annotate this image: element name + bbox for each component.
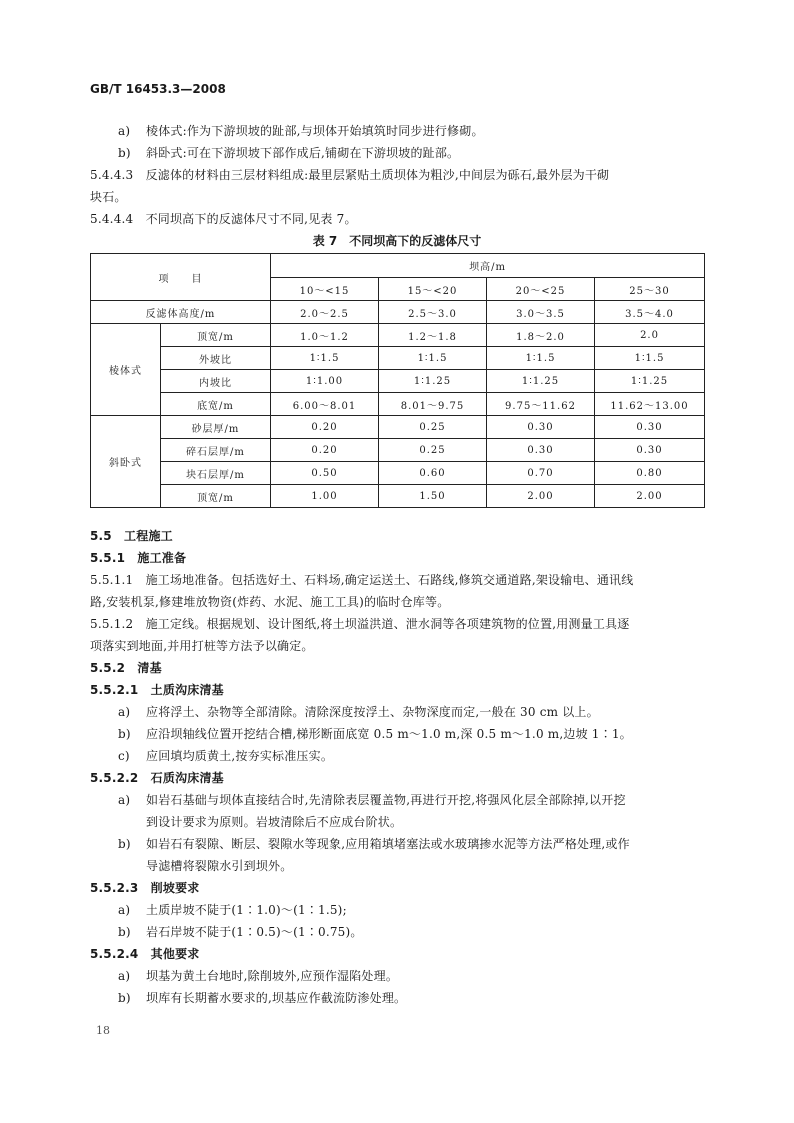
standard-code-header: GB/T 16453.3—2008	[90, 82, 226, 96]
list-item	[118, 725, 632, 742]
item-text: 岩石岸坡不陡于(1∶0.5)～(1∶0.75)。	[146, 925, 363, 939]
table-cell: 8.01～9.75	[379, 393, 487, 416]
section-heading-5-5-2-3: 5.5.2.3 削坡要求	[90, 881, 200, 895]
clause-5-4-4-3-line2: 块石。	[90, 190, 127, 204]
range-header: 20～<25	[487, 278, 595, 301]
table-cell: 3.5～4.0	[595, 301, 705, 324]
item-text: 斜卧式:可在下游坝坡下部作成后,铺砌在下游坝坡的趾部。	[146, 146, 460, 160]
item-label: a)	[118, 969, 131, 983]
table-cell: 2.5～3.0	[379, 301, 487, 324]
group-label: 棱体式	[91, 324, 161, 416]
table-cell: 6.00～8.01	[271, 393, 379, 416]
list-item	[118, 122, 484, 139]
item-label: b)	[118, 991, 131, 1005]
table-cell: 0.60	[379, 462, 487, 485]
list-item	[118, 923, 363, 940]
table-cell: 0.30	[595, 439, 705, 462]
row-label: 块石层厚/m	[161, 462, 271, 485]
row-label: 底宽/m	[161, 393, 271, 416]
table-cell: 2.0	[595, 324, 705, 347]
table-cell: 1∶1.5	[379, 347, 487, 370]
table-cell: 0.25	[379, 439, 487, 462]
table-row	[91, 347, 705, 370]
table-row	[91, 254, 705, 278]
table-cell: 3.0～3.5	[487, 301, 595, 324]
group-label: 斜卧式	[91, 416, 161, 508]
section-heading-5-5: 5.5 工程施工	[90, 529, 173, 543]
table-row	[91, 485, 705, 508]
item-text: 棱体式:作为下游坝坡的趾部,与坝体开始填筑时同步进行修砌。	[146, 124, 484, 138]
table-cell: 0.70	[487, 462, 595, 485]
table-cell: 0.25	[379, 416, 487, 439]
item-text: 坝库有长期蓄水要求的,坝基应作截流防渗处理。	[146, 991, 407, 1005]
page-number: 18	[96, 1024, 110, 1037]
clause-5-5-1-2-line2: 项落实到地面,并用打桩等方法予以确定。	[90, 639, 314, 653]
table-cell: 1.8～2.0	[487, 324, 595, 347]
clause-5-4-4-4: 5.4.4.4 不同坝高下的反滤体尺寸不同,见表 7。	[90, 212, 357, 226]
item-text: 应将浮土、杂物等全部清除。清除深度按浮土、杂物深度而定,一般在 30 cm 以上。	[146, 705, 599, 719]
table-cell: 0.20	[271, 416, 379, 439]
item-label: a)	[118, 705, 131, 719]
section-heading-5-5-2: 5.5.2 清基	[90, 661, 162, 675]
table-cell: 1.50	[379, 485, 487, 508]
table-cell: 11.62～13.00	[595, 393, 705, 416]
table-cell: 0.30	[487, 416, 595, 439]
filter-size-table	[90, 253, 705, 508]
item-label: b)	[118, 925, 131, 939]
table-cell: 2.00	[595, 485, 705, 508]
list-item	[118, 791, 626, 808]
row-label: 顶宽/m	[161, 485, 271, 508]
table-cell: 1.2～1.8	[379, 324, 487, 347]
table-cell: 0.30	[595, 416, 705, 439]
item-text: 应沿坝轴线位置开挖结合槽,梯形断面底宽 0.5 m～1.0 m,深 0.5 m～1.0 m,边坡 1∶1。	[146, 727, 632, 741]
item-text: 如岩石有裂隙、断层、裂隙水等现象,应用箱填堵塞法或水玻璃掺水泥等方法严格处理,或作	[146, 837, 630, 851]
list-item	[118, 967, 398, 984]
table-cell: 1∶1.5	[487, 347, 595, 370]
row-label: 砂层厚/m	[161, 416, 271, 439]
table-cell: 9.75～11.62	[487, 393, 595, 416]
section-heading-5-5-2-1: 5.5.2.1 土质沟床清基	[90, 683, 224, 697]
table-cell: 1∶1.00	[271, 370, 379, 393]
item-text-continued: 导滤槽将裂隙水引到坝外。	[146, 859, 293, 873]
table-cell: 1.0～1.2	[271, 324, 379, 347]
table-cell: 1∶1.5	[271, 347, 379, 370]
item-label: b)	[118, 146, 131, 160]
table-row	[91, 370, 705, 393]
table-row	[91, 393, 705, 416]
item-label: a)	[118, 903, 131, 917]
table-row	[91, 462, 705, 485]
table-cell: 2.0～2.5	[271, 301, 379, 324]
dam-height-header: 坝高/m	[271, 254, 705, 278]
table-cell: 1∶1.5	[595, 347, 705, 370]
section-heading-5-5-2-4: 5.5.2.4 其他要求	[90, 947, 200, 961]
item-header: 项 目	[91, 254, 271, 301]
item-text: 土质岸坡不陡于(1∶1.0)～(1∶1.5);	[146, 903, 347, 917]
table-cell: 0.20	[271, 439, 379, 462]
row-label: 内坡比	[161, 370, 271, 393]
table-cell: 0.50	[271, 462, 379, 485]
row-label: 顶宽/m	[161, 324, 271, 347]
range-header: 25～30	[595, 278, 705, 301]
table-row	[91, 416, 705, 439]
item-label: b)	[118, 727, 131, 741]
clause-5-4-4-3-line1: 5.4.4.3 反滤体的材料由三层材料组成:最里层紧贴土质坝体为粗沙,中间层为砾石,最外层为干砌	[90, 168, 610, 182]
item-text-continued: 到设计要求为原则。岩坡清除后不应成台阶状。	[146, 815, 403, 829]
table-cell: 1∶1.25	[487, 370, 595, 393]
item-text: 应回填均质黄土,按夯实标准压实。	[146, 749, 334, 763]
table-row	[91, 439, 705, 462]
row-label: 碎石层厚/m	[161, 439, 271, 462]
table-cell: 1∶1.25	[379, 370, 487, 393]
table-cell: 0.80	[595, 462, 705, 485]
table-cell: 1∶1.25	[595, 370, 705, 393]
list-item	[118, 747, 333, 764]
list-item	[118, 835, 630, 852]
row-label: 反滤体高度/m	[91, 301, 271, 324]
table-row	[91, 301, 705, 324]
table-caption: 表 7 不同坝高下的反滤体尺寸	[312, 234, 482, 248]
table-cell: 1.00	[271, 485, 379, 508]
item-text: 如岩石基础与坝体直接结合时,先清除表层覆盖物,再进行开挖,将强风化层全部除掉,以开挖	[146, 793, 626, 807]
list-item	[118, 703, 599, 720]
section-heading-5-5-2-2: 5.5.2.2 石质沟床清基	[90, 771, 224, 785]
table-cell: 2.00	[487, 485, 595, 508]
table-cell: 0.30	[487, 439, 595, 462]
list-item	[118, 901, 347, 918]
item-label: c)	[118, 749, 130, 763]
range-header: 15～<20	[379, 278, 487, 301]
range-header: 10～<15	[271, 278, 379, 301]
clause-5-5-1-2-line1: 5.5.1.2 施工定线。根据规划、设计图纸,将土坝溢洪道、泄水洞等各项建筑物的位置,用测量工具逐	[90, 617, 630, 631]
item-label: a)	[118, 793, 131, 807]
list-item	[118, 144, 459, 161]
row-label: 外坡比	[161, 347, 271, 370]
table-row	[91, 324, 705, 347]
clause-5-5-1-1-line2: 路,安装机泵,修建堆放物资(炸药、水泥、施工工具)的临时仓库等。	[90, 595, 450, 609]
list-item	[118, 989, 406, 1006]
item-label: b)	[118, 837, 131, 851]
item-label: a)	[118, 124, 131, 138]
clause-5-5-1-1-line1: 5.5.1.1 施工场地准备。包括选好土、石料场,确定运送土、石路线,修筑交通道路,架设输电、通讯线	[90, 573, 634, 587]
item-text: 坝基为黄土台地时,除削坡外,应预作湿陷处理。	[146, 969, 399, 983]
section-heading-5-5-1: 5.5.1 施工准备	[90, 551, 187, 565]
